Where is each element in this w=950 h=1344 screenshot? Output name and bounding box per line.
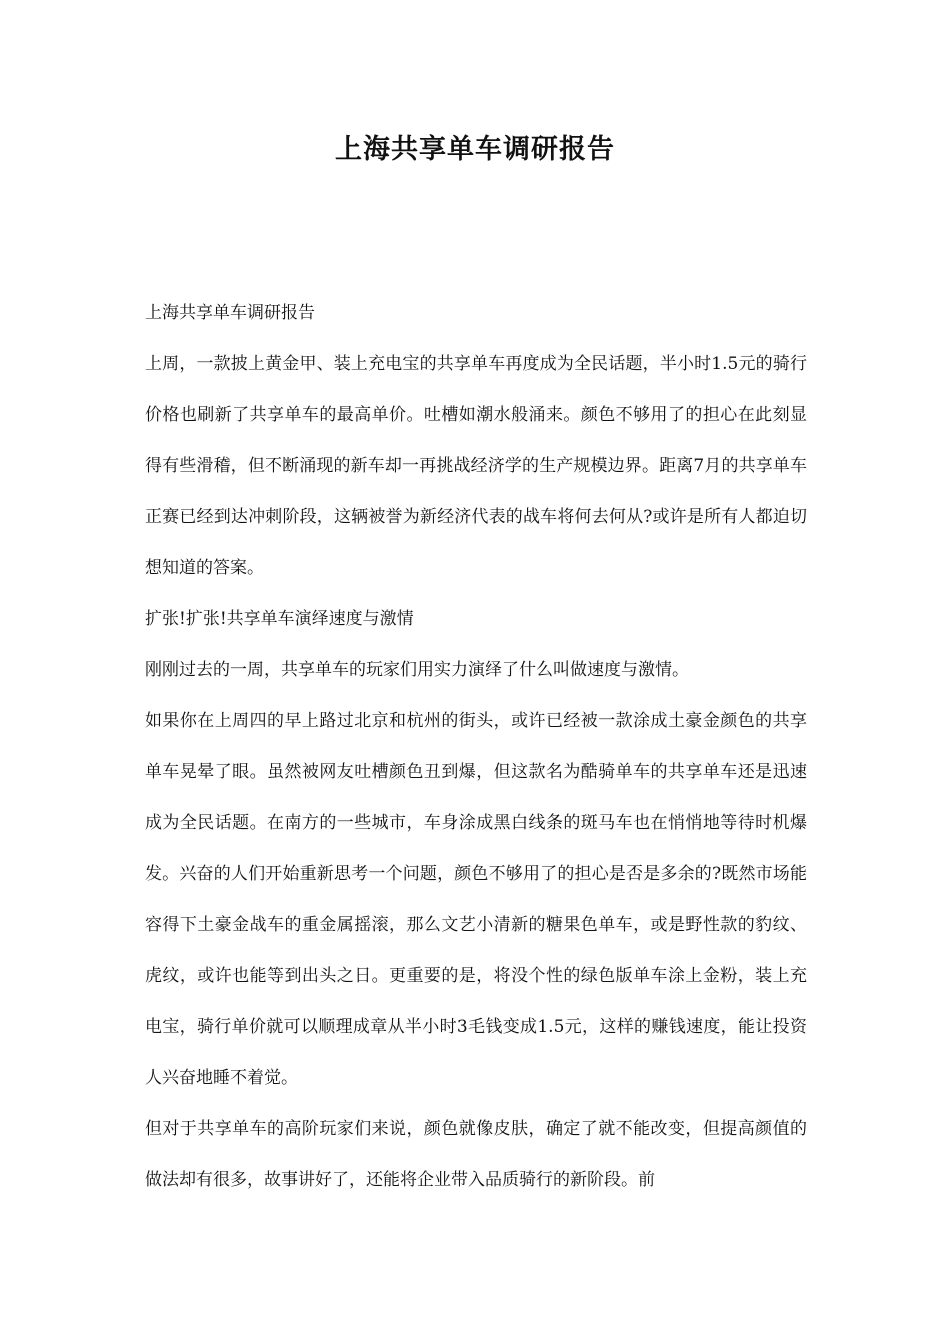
paragraph: 但对于共享单车的高阶玩家们来说，颜色就像皮肤，确定了就不能改变，但提高颜值的做法却有很多，故事讲好了，还能将企业带入品质骑行的新阶段。前 [145,1119,807,1190]
paragraph: 刚刚过去的一周，共享单车的玩家们用实力演绎了什么叫做速度与激情。 [145,660,689,680]
paragraph-intro: 上周，一款披上黄金甲、装上充电宝的共享单车再度成为全民话题，半小时1.5元的骑行价格也刷新了共享单车的最高单价。吐槽如潮水般涌来。颜色不够用了的担心在此刻显得有些滑稽，但不断涌现的新车却一再挑战经济学的生产规模边界。距离7月的共享单车正赛已经到达冲刺阶段，这辆被誉为新经济代表的战车将何去何从?或许是所有人都迫切想知道的答案。 [145,354,807,578]
paragraph: 如果你在上周四的早上路过北京和杭州的街头，或许已经被一款涂成土豪金颜色的共享单车晃晕了眼。虽然被网友吐槽颜色丑到爆，但这款名为酷骑单车的共享单车还是迅速成为全民话题。在南方的一些城市，车身涂成黑白线条的斑马车也在悄悄地等待时机爆发。兴奋的人们开始重新思考一个问题，颜色不够用了的担心是否是多余的?既然市场能容得下土豪金战车的重金属摇滚，那么文艺小清新的糖果色单车，或是野性款的豹纹、虎纹，或许也能等到出头之日。更重要的是，将没个性的绿色版单车涂上金粉，装上充电宝，骑行单价就可以顺理成章从半小时3毛钱变成1.5元，这样的赚钱速度，能让投资人兴奋地睡不着觉。 [145,711,807,1088]
section-heading: 扩张!扩张!共享单车演绎速度与激情 [145,609,414,629]
document-body [145,288,807,1206]
document-title: 上海共享单车调研报告 [335,134,615,165]
paragraph-subtitle: 上海共享单车调研报告 [145,303,315,323]
